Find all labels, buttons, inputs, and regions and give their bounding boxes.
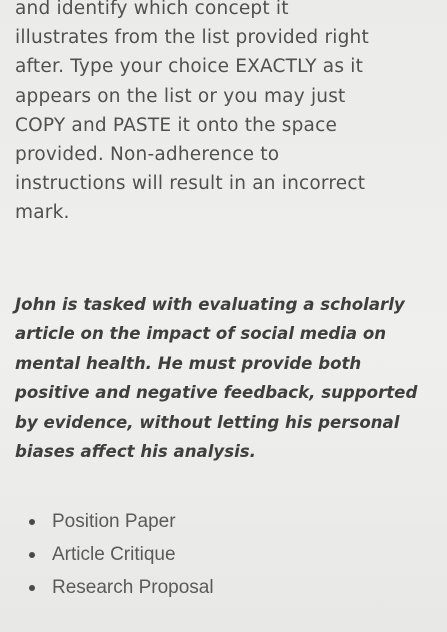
- instructions-line: illustrates from the list provided right: [15, 27, 369, 49]
- instructions-line: provided. Non-adherence to: [15, 144, 280, 166]
- instructions-line: after. Type your choice EXACTLY as it: [15, 56, 364, 78]
- choice-position-paper[interactable]: [0, 505, 447, 538]
- scenario-line: mental health. He must provide both: [15, 353, 362, 373]
- choice-list: [0, 505, 447, 604]
- scenario-line: by evidence, without letting his personal: [15, 412, 400, 432]
- instructions-line: appears on the list or you may just: [15, 85, 346, 107]
- choice-label: Article Critique: [52, 544, 176, 565]
- scenario-text: [15, 290, 443, 466]
- scenario-line: John is tasked with evaluating a scholarly: [15, 295, 405, 314]
- choice-label: Research Proposal: [52, 577, 214, 598]
- bullet-icon: [29, 552, 35, 558]
- bullet-icon: [29, 519, 35, 525]
- scenario-line: positive and negative feedback, supported: [15, 383, 418, 403]
- bullet-icon: [29, 585, 35, 591]
- scenario-line: biases affect his analysis.: [15, 442, 256, 462]
- choice-research-proposal[interactable]: [0, 571, 447, 604]
- instructions-line: mark.: [15, 202, 70, 224]
- instructions-line: COPY and PASTE it onto the space: [15, 114, 338, 136]
- instructions-line: instructions will result in an incorrect: [15, 173, 366, 195]
- scenario-line: article on the impact of social media on: [15, 324, 387, 344]
- choice-label: Position Paper: [52, 511, 176, 532]
- instructions-line: and identify which concept it: [15, 0, 289, 19]
- instructions-text: [15, 0, 443, 228]
- choice-article-critique[interactable]: [0, 538, 447, 571]
